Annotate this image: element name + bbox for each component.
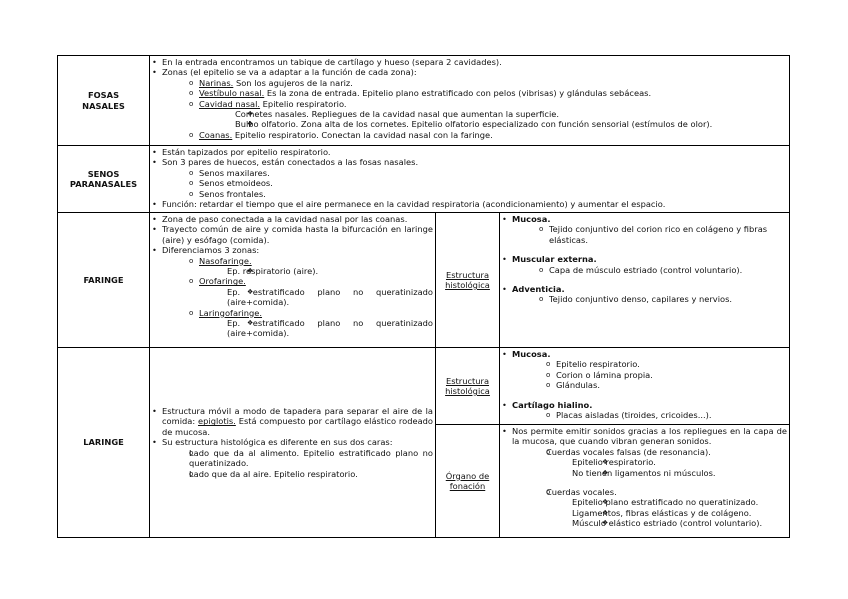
list-item: • Están tapizados por epitelio respiratorio. [152,147,787,157]
list-item: • Son 3 pares de huecos, están conectados a las fosas nasales. o Senos maxilares. o Senos etmoideos. o Senos frontales. [152,157,787,199]
row-label-laringe: LARINGE [58,348,150,538]
list-item: ❖ Ep. estratificado plano no queratinizado (aire+comida). [199,318,433,339]
list-item: • En la entrada encontramos un tabique de cartílago y hueso (separa 2 cavidades). [152,57,787,67]
list-item: • Zona de paso conectada a la cavidad nasal por las coanas. [152,214,433,224]
list-item: o Tejido conjuntivo del corion rico en colágeno y fibras elásticas. [512,224,787,245]
row-label-faringe: FARINGE [58,213,150,348]
list-item: • Muscular externa. o Capa de músculo estriado (control voluntario). [502,254,787,275]
list-item: o Senos maxilares. [162,168,787,178]
row-senos-paranasales [58,146,790,213]
laringe-fonacion-label: Órgano de fonación [436,425,500,538]
list-item: ❖ Ep. estratificado plano no queratinizado (aire+comida). [199,287,433,308]
list-item: ❖ No tienen ligamentos ni músculos. [546,468,787,478]
list-item: o Narinas. Son los agujeros de la nariz. [162,78,787,88]
list-item: o Cuerdas vocales. ❖ Epitelio plano estratificado no queratinizado. ❖ Ligamentos, fibras elásticas y de colágeno. ❖ Músculo elástico estriado (control voluntario). [512,487,787,529]
list-item: o Tejido conjuntivo denso, capilares y nervios. [512,294,787,304]
list-item: o Nasofaringe. ❖ Ep. respiratorio (aire). [162,256,433,277]
list-item: • Diferenciamos 3 zonas: o Nasofaringe. ❖ Ep. respiratorio (aire). o Orofaringe. ❖ Ep. estratificado plano no queratinizado (aire+comida). o Laringofaringe. ❖ Ep. estratificado plano no queratinizado (aire+comida). [152,245,433,339]
list-item: ❖ Cornetes nasales. Repliegues de la cavidad nasal que aumentan la superficie. [199,109,787,119]
laringe-layers [500,348,790,425]
laringe-content [150,348,436,538]
list-item: o Cuerdas vocales falsas (de resonancia). ❖ Epitelio respiratorio. ❖ No tienen ligamentos ni músculos. [512,447,787,478]
list-item: o Laringofaringe. ❖ Ep. estratificado plano no queratinizado (aire+comida). [162,308,433,339]
list-item: • Nos permite emitir sonidos gracias a los repliegues en la capa de la mucosa, que cuando vibran generan sonidos. o Cuerdas vocales falsas (de resonancia). ❖ Epitelio respiratorio. ❖ No tienen ligamentos ni músculos. o Cuerdas vocales. ❖ Epitelio plano estratificado no queratinizado. ❖ Ligamentos, fibras elásticas y de colágeno. ❖ Músculo elástico estriado (control voluntario). [502,426,787,529]
row-laringe [58,348,790,425]
list-item: o Senos frontales. [162,189,787,199]
list-item: o Placas aisladas (tiroides, cricoides...). [512,410,787,420]
list-item: • Función: retardar el tiempo que el aire permanece en la cavidad respiratoria (acondicionamiento) y aumentar el espacio. [152,199,787,209]
list-item: • Mucosa. o Tejido conjuntivo del corion rico en colágeno y fibras elásticas. [502,214,787,245]
list-item: ❖ Epitelio respiratorio. [546,457,787,467]
row-label-fosas: FOSAS NASALES [58,56,150,146]
list-item: • Estructura móvil a modo de tapadera para separar el aire de la comida: epiglotis. Está compuesto por cartílago elástico rodeado de mucosa. [152,406,433,437]
list-item: o Epitelio respiratorio. [512,359,787,369]
list-item: • Su estructura histológica es diferente en sus dos caras: o Lado que da al alimento. Epitelio estratificado plano no queratinizado. o Lado que da al aire. Epitelio respiratorio. [152,437,433,479]
row-faringe [58,213,790,348]
list-item: o Vestíbulo nasal. Es la zona de entrada. Epitelio plano estratificado con pelos (vibrisas) y glándulas sebáceas. [162,88,787,98]
list-item: ❖ Ligamentos, fibras elásticas y de colágeno. [546,508,787,518]
list-item: o Lado que da al alimento. Epitelio estratificado plano no queratinizado. [162,448,433,469]
fosas-content [150,56,790,146]
faringe-layers [500,213,790,348]
list-item: o Orofaringe. ❖ Ep. estratificado plano no queratinizado (aire+comida). [162,276,433,307]
faringe-structure-label: Estructura histológica [436,213,500,348]
list-item: ❖ Epitelio plano estratificado no queratinizado. [546,497,787,507]
list-item: o Corion o lámina propia. [512,370,787,380]
list-item: o Coanas. Epitelio respiratorio. Conectan la cavidad nasal con la faringe. [162,130,787,140]
list-item: • Adventicia. o Tejido conjuntivo denso, capilares y nervios. [502,284,787,305]
list-item: • Cartílago hialino. o Placas aisladas (tiroides, cricoides...). [502,400,787,421]
laringe-structure-label: Estructura histológica [436,348,500,425]
list-item: o Senos etmoideos. [162,178,787,188]
list-item: o Lado que da al aire. Epitelio respiratorio. [162,469,433,479]
list-item: o Cavidad nasal. Epitelio respiratorio. ❖ Cornetes nasales. Repliegues de la cavidad nasal que aumentan la superficie. ❖ Bulbo olfatorio. Zona alta de los cornetes. Epitelio olfatorio especializado con función sensorial (estímulos de olor). [162,99,787,130]
list-item: ❖ Músculo elástico estriado (control voluntario). [546,518,787,528]
anatomy-table [57,55,790,538]
list-item: o Glándulas. [512,380,787,390]
row-label-senos: SENOS PARANASALES [58,146,150,213]
laringe-fonacion [500,425,790,538]
list-item: ❖ Ep. respiratorio (aire). [199,266,433,276]
faringe-content [150,213,436,348]
list-item: o Capa de músculo estriado (control voluntario). [512,265,787,275]
list-item: • Zonas (el epitelio se va a adaptar a la función de cada zona): o Narinas. Son los agujeros de la nariz. o Vestíbulo nasal. Es la zona de entrada. Epitelio plano estratificado con pelos (vibrisas) y glándulas sebáceas. o Cavidad nasal. Epitelio respiratorio. ❖ Cornetes nasales. Repliegues de la cavidad nasal que aumentan la superficie. ❖ Bulbo olfatorio. Zona alta de los cornetes. Epitelio olfatorio especializado con función sensorial (estímulos de olor). o Coanas. Epitelio respiratorio. Conectan la cavidad nasal con la faringe. [152,67,787,140]
row-fosas-nasales [58,56,790,146]
list-item: • Trayecto común de aire y comida hasta la bifurcación en laringe (aire) y esófago (comida). [152,224,433,245]
list-item: • Mucosa. o Epitelio respiratorio. o Corion o lámina propia. o Glándulas. [502,349,787,391]
senos-content [150,146,790,213]
list-item: ❖ Bulbo olfatorio. Zona alta de los cornetes. Epitelio olfatorio especializado con función sensorial (estímulos de olor). [199,119,787,129]
